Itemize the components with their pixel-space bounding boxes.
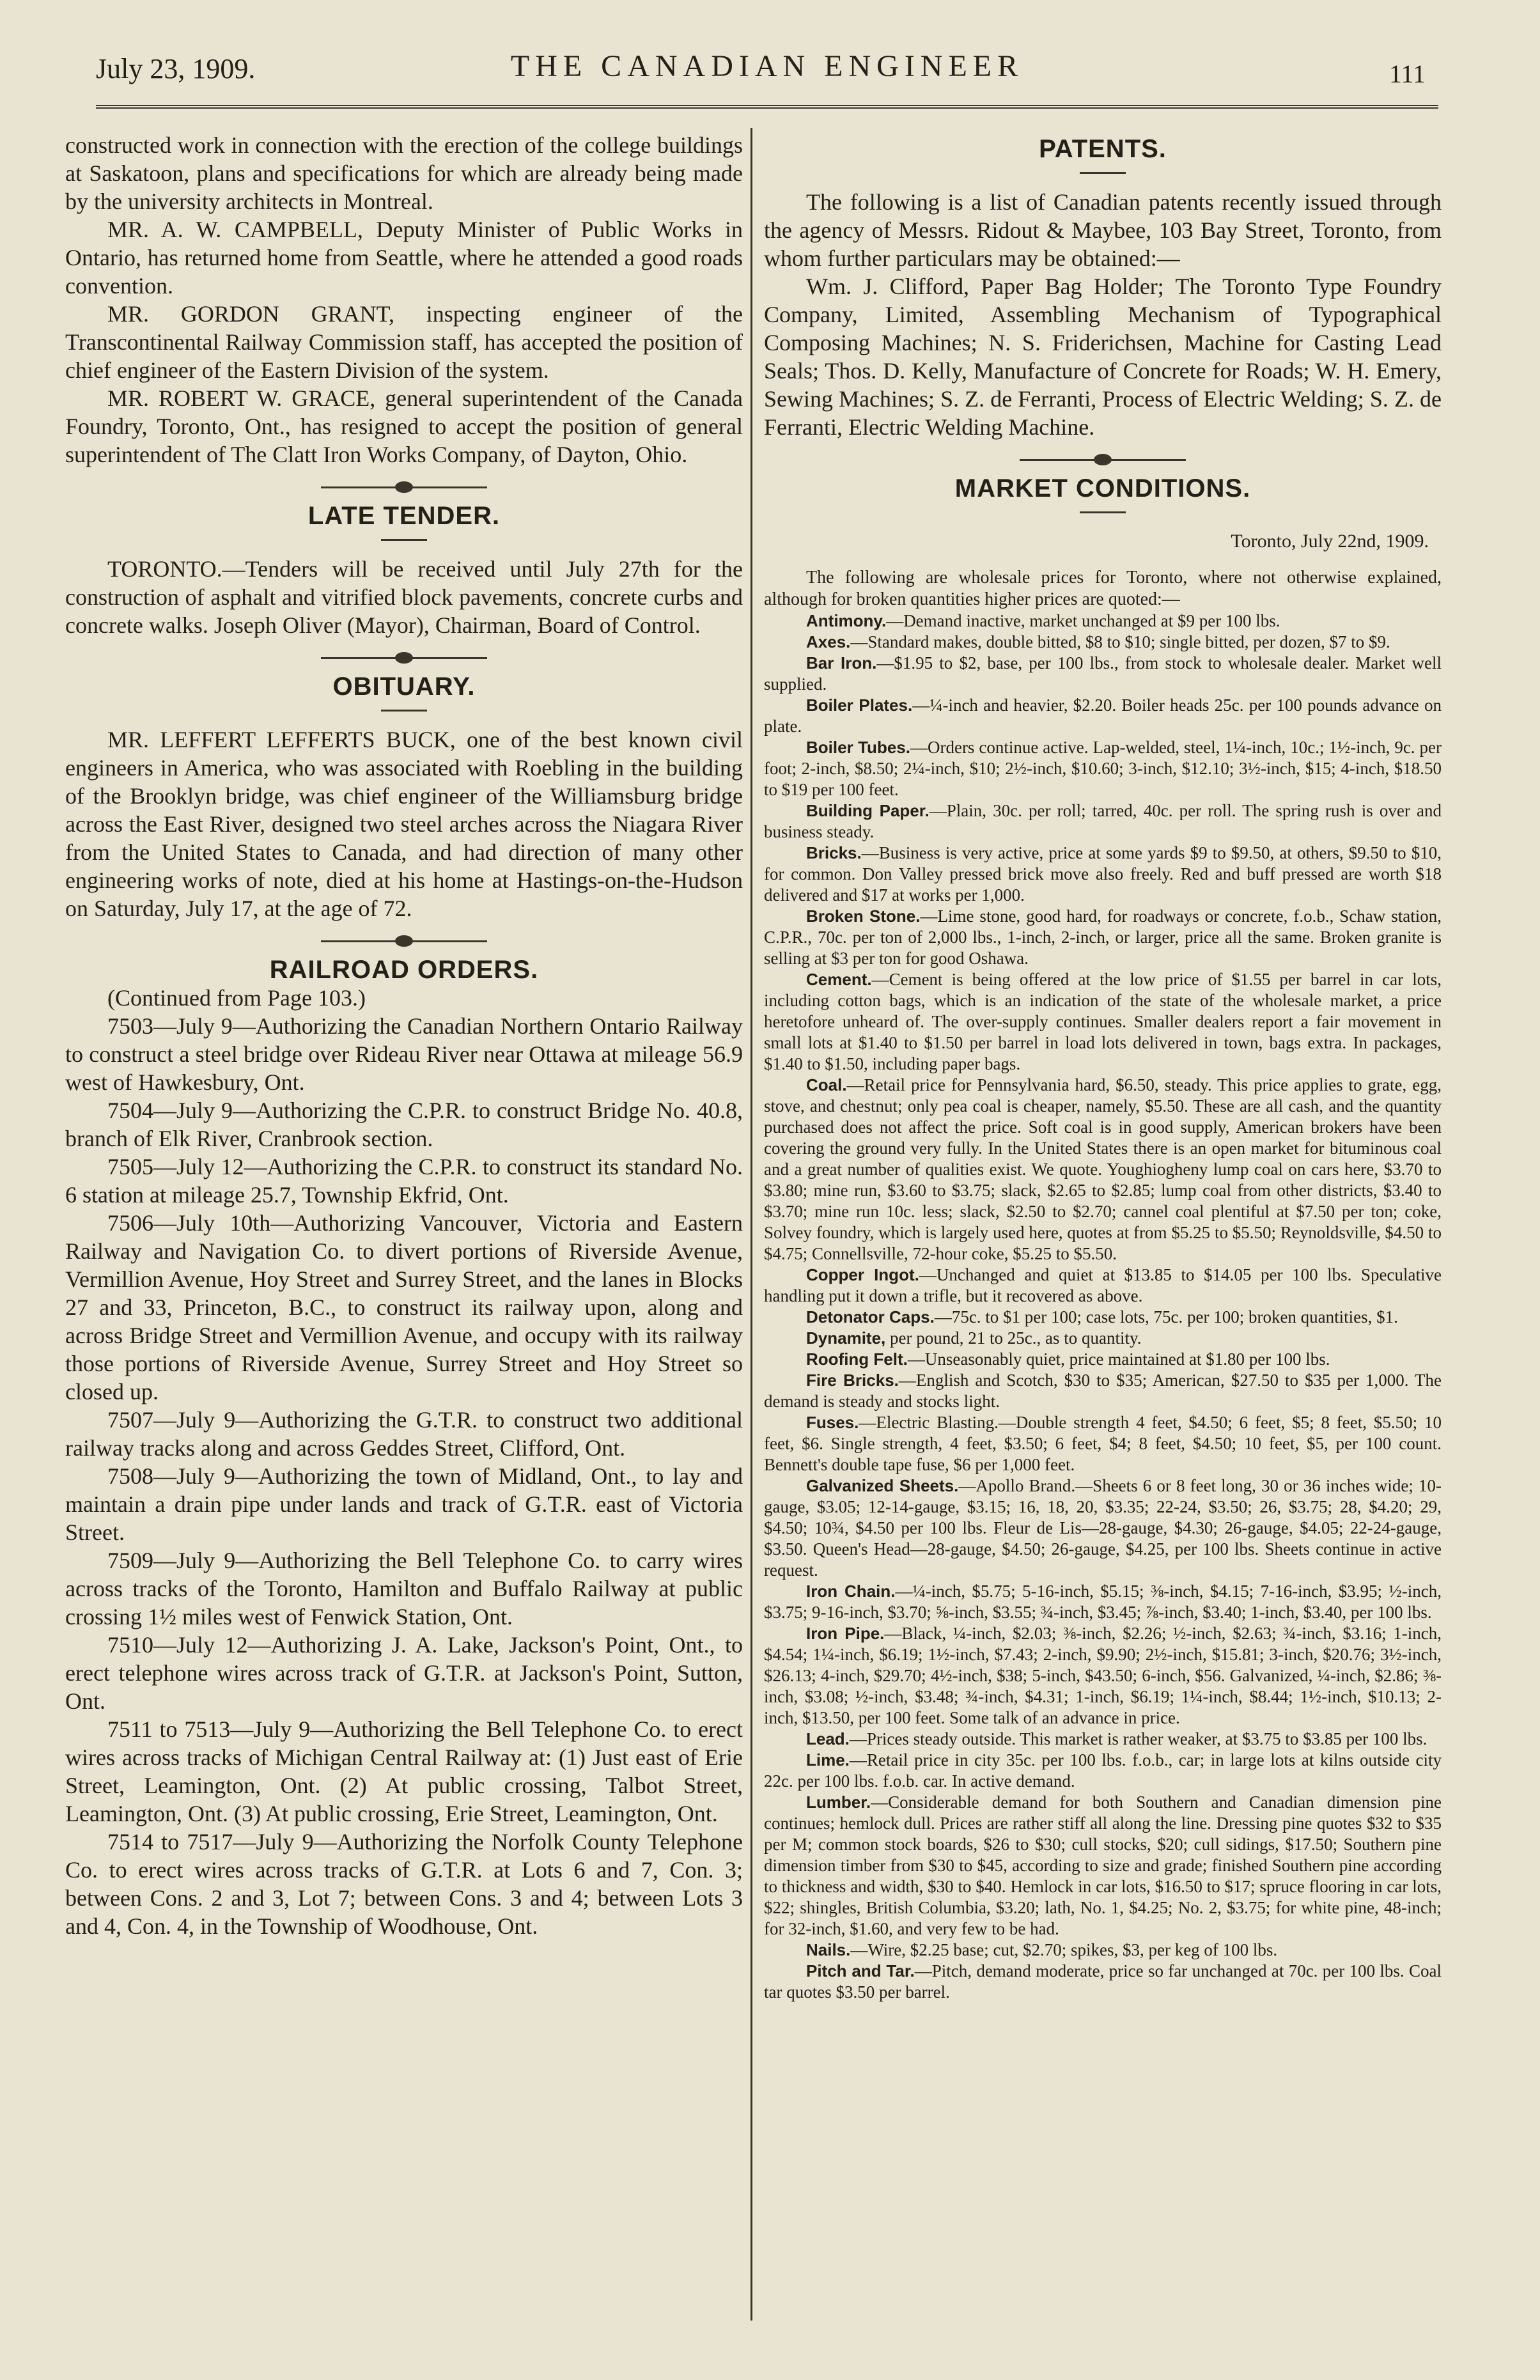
paragraph: Wm. J. Clifford, Paper Bag Holder; The Toronto Type Foundry Company, Limited, Assembling Mechanism of Typographical Composing Machines; N. S. Friderichsen, Machine for Casting Lead Seals; Thos. D. Kelly, Manufacture of Concrete for Roads; W. H. Emery, Sewing Machines; S. Z. de Ferranti, Process of Electric Welding; S. Z. de Ferranti, Electric Welding Machine.: [764, 274, 1442, 440]
market-item: [764, 1792, 1442, 1940]
market-item: [764, 611, 1442, 632]
market-item: [764, 1307, 1442, 1328]
market-item-name: Nails.: [806, 1940, 851, 1959]
market-item-text: —Standard makes, double bitted, $8 to $10; single bitted, per dozen, $7 to $9.: [850, 632, 1390, 651]
market-item: [764, 1349, 1442, 1370]
market-item-text: —¼-inch and heavier, $2.20. Boiler heads 25c. per 100 pounds advance on plate.: [764, 696, 1442, 736]
market-item-name: Lime.: [806, 1750, 850, 1769]
order-paragraph: 7503—July 9—Authorizing the Canadian Northern Ontario Railway to construct a steel bridge over Rideau River near Ottawa at mileage 56.9 west of Hawkesbury, Ont.: [65, 1013, 743, 1095]
heading-rule: [381, 710, 427, 712]
market-item-text: —Electric Blasting.—Double strength 4 feet, $4.50; 6 feet, $5; 8 feet, $5.50; 10 feet, $6. Single strength, 4 feet, $3.50; 6 feet, $4; 8 feet, $4.50; 10 feet, $5, per 100 count. Bennett's double tape fuse, $6 per 1,000 feet.: [764, 1413, 1442, 1474]
market-item: [764, 695, 1442, 737]
market-item: [764, 632, 1442, 653]
market-item: [764, 653, 1442, 695]
paragraph: TORONTO.—Tenders will be received until July 27th for the construction of asphalt and vitrified block pavements, concrete curbs and concrete walks. Joseph Oliver (Mayor), Chairman, Board of Control.: [65, 556, 743, 638]
order-paragraph: 7511 to 7513—July 9—Authorizing the Bell Telephone Co. to erect wires across tracks of Michigan Central Railway at: (1) Just east of Erie Street, Leamington, Ont. (2) At public crossing, Talbot Street, Leamington, Ont. (3) At public crossing, Erie Street, Leamington, Ont.: [65, 1716, 743, 1826]
section-heading: RAILROAD ORDERS.: [269, 956, 539, 984]
market-item-name: Lumber.: [806, 1793, 871, 1812]
market-item-text: per pound, 21 to 25c., as to quantity.: [885, 1328, 1142, 1348]
market-item-name: Lead.: [806, 1729, 850, 1748]
order-paragraph: 7508—July 9—Authorizing the town of Midland, Ont., to lay and maintain a drain pipe under lands and track of G.T.R. east of Victoria Street.: [65, 1463, 743, 1545]
market-item-text: —Cement is being offered at the low price of $1.55 per barrel in car lots, including cotton bags, which is an indication of the state of the wholesale market, a price heretofore unheard of. The over-supply continues. Smaller dealers report a fair movement in small lots at $1.40 to $1.50 per barrel in load lots delivered in town, bags extra. In packages, $1.40 to $1.50, including paper bags.: [764, 970, 1442, 1073]
market-item: [764, 1623, 1442, 1729]
section-heading: OBITUARY.: [332, 673, 476, 701]
market-list: [764, 611, 1442, 2003]
market-item-text: —$1.95 to $2, base, per 100 lbs., from stock to wholesale dealer. Market well supplied.: [764, 653, 1442, 694]
market-item-text: —Business is very active, price at some yards $9 to $9.50, at others, $9.50 to $10, for common. Don Valley pressed brick move also freely. Red and buff pressed are worth $18 delivered and $17 at works per 1,000.: [764, 843, 1442, 905]
market-item-text: —Unseasonably quiet, price maintained at $1.80 per 100 lbs.: [907, 1349, 1330, 1369]
market-item: [764, 800, 1442, 843]
market-item-name: Detonator Caps.: [806, 1307, 935, 1326]
publication-title: THE CANADIAN ENGINEER: [510, 49, 1024, 83]
market-intro: The following are wholesale prices for Toronto, where not otherwise explained, although for broken quantities higher prices are quoted:—: [764, 568, 1442, 609]
section-heading: MARKET CONDITIONS.: [954, 474, 1251, 502]
market-item-name: Coal.: [806, 1075, 847, 1094]
paragraph: The following is a list of Canadian patents recently issued through the agency of Messrs. Ridout & Maybee, 103 Bay Street, Toronto, from whom further particulars may be obtained:—: [764, 189, 1442, 271]
section-heading: PATENTS.: [1039, 135, 1167, 163]
market-item: [764, 1581, 1442, 1623]
paragraph: MR. ROBERT W. GRACE, general superintendent of the Canada Foundry, Toronto, Ont., has resigned to accept the position of general superintendent of The Clatt Iron Works Company, of Dayton, Ohio.: [65, 385, 743, 467]
market-item-name: Roofing Felt.: [806, 1349, 908, 1369]
market-item-text: —Unchanged and quiet at $13.85 to $14.05 per 100 lbs. Speculative handling put it down a trifle, but it recovered as above.: [764, 1265, 1442, 1305]
ornament-divider: [321, 480, 487, 495]
market-item-name: Antimony.: [806, 611, 887, 630]
market-item-name: Bar Iron.: [806, 653, 877, 673]
order-paragraph: 7514 to 7517—July 9—Authorizing the Norfolk County Telephone Co. to erect wires across tracks of G.T.R. at Lots 6 and 7, Con. 3; between Cons. 2 and 3, Lot 7; between Cons. 3 and 4; between Lots 3 and 4, Con. 4, in the Township of Woodhouse, Ont.: [65, 1829, 743, 1939]
paragraph: MR. GORDON GRANT, inspecting engineer of the Transcontinental Railway Commission staff, has accepted the position of chief engineer of the Eastern Division of the system.: [65, 301, 743, 383]
column-divider: [751, 128, 752, 2321]
ornament-divider: [321, 934, 487, 949]
market-item-name: Boiler Tubes.: [806, 738, 910, 757]
market-item-name: Cement.: [806, 970, 872, 989]
market-item-name: Broken Stone.: [806, 906, 921, 926]
market-item-name: Fire Bricks.: [806, 1371, 899, 1390]
market-item-text: —75c. to $1 per 100; case lots, 75c. per 100; broken quantities, $1.: [934, 1307, 1398, 1326]
ornament-divider: [321, 651, 487, 666]
market-item-text: —¼-inch, $5.75; 5-16-inch, $5.15; ⅜-inch, $4.15; 7-16-inch, $3.95; ½-inch, $3.75; 9-16-inch, $3.70; ⅝-inch, $3.55; ¾-inch, $3.45; ⅞-inch, $3.40; 1-inch, $3.40, per 100 lbs.: [764, 1582, 1442, 1622]
paragraph: MR. LEFFERT LEFFERTS BUCK, one of the best known civil engineers in America, who was associated with Roebling in the building of the Brooklyn bridge, was chief engineer of the Williamsburg bridge across the East River, designed two steel arches across the Niagara River from the United States to Canada, and had direction of many other engineering works of note, died at his home at Hastings-on-the-Hudson on Saturday, July 17, at the age of 72.: [65, 727, 743, 921]
market-item-text: —Demand inactive, market unchanged at $9 per 100 lbs.: [886, 611, 1280, 630]
page-header: [96, 46, 1438, 109]
market-item: [764, 1370, 1442, 1412]
market-item: [764, 1750, 1442, 1792]
market-item-name: Dynamite,: [806, 1328, 886, 1348]
market-item-name: Iron Pipe.: [806, 1624, 885, 1643]
market-item: [764, 1729, 1442, 1750]
market-item: [764, 906, 1442, 969]
market-item-text: —Retail price for Pennsylvania hard, $6.50, steady. This price applies to grate, egg, stove, and chestnut; only pea coal is cheaper, namely, $5.50. These are all cash, and the quantity purchased does not affect the price. Soft coal is in good supply, American brokers have been covering the ground very fully. In the United States there is an open market for bituminous coal and a great number of qualities exist. We quote. Youghiogheny lump coal on cars here, $3.70 to $3.80; mine run, $3.60 to $3.75; slack, $2.65 to $2.85; lump coal from other districts, $3.40 to $3.70; mine run 10c. less; slack, $2.50 to $2.70; cannel coal plentiful at $7.50 per ton; coke, Solvey foundry, which is largely used here, quotes at from $5.25 to $5.50; Reynoldsville, $4.50 to $4.75; Connellsville, 72-hour coke, $5.25 to $5.50.: [764, 1075, 1442, 1263]
market-item: [764, 1475, 1442, 1581]
section-subheading: (Continued from Page 103.): [107, 985, 366, 1011]
market-item-name: Bricks.: [806, 843, 862, 862]
market-item-text: —Black, ¼-inch, $2.03; ⅜-inch, $2.26; ½-inch, $2.63; ¾-inch, $3.16; 1-inch, $4.54; 1¼-inch, $6.19; 1½-inch, $7.43; 2-inch, $9.90; 2½-inch, $15.81; 3-inch, $20.76; 3½-inch, $26.13; 4-inch, $29.70; 4½-inch, $38; 5-inch, $43.50; 6-inch, $56. Galvanized, ¼-inch, $2.86; ⅜-inch, $3.08; ½-inch, $3.48; ¾-inch, $4.31; 1-inch, $6.19; 1¼-inch, $8.44; 1½-inch, $10.13; 2-inch, $13.50, per 100 feet. Some talk of an advance in price.: [764, 1624, 1442, 1727]
right-column: [764, 131, 1442, 2003]
ornament-divider: [1020, 453, 1186, 468]
market-item: [764, 1412, 1442, 1475]
section-heading: LATE TENDER.: [307, 502, 501, 530]
market-item-text: —English and Scotch, $30 to $35; American, $27.50 to $35 per 1,000. The demand is steady and stocks light.: [764, 1371, 1442, 1411]
order-paragraph: 7505—July 12—Authorizing the C.P.R. to construct its standard No. 6 station at mileage 25.7, Township Ekfrid, Ont.: [65, 1154, 743, 1208]
market-item-text: —Prices steady outside. This market is rather weaker, at $3.75 to $3.85 per 100 lbs.: [849, 1729, 1427, 1748]
dateline: Toronto, July 22nd, 1909.: [1231, 531, 1429, 552]
market-item-name: Iron Chain.: [806, 1582, 896, 1601]
heading-rule: [1080, 511, 1126, 513]
market-item-name: Building Paper.: [806, 801, 929, 820]
order-paragraph: 7506—July 10th—Authorizing Vancouver, Victoria and Eastern Railway and Navigation Co. to divert portions of Riverside Avenue, Vermillion Avenue, Hoy Street and Surrey Street, and the lanes in Blocks 27 and 33, Princeton, B.C., to construct its railway upon, along and across Bridge Street and Vermillion Avenue, and occupy with its railway those portions of Riverside Avenue, Surrey Street and Hoy Street so closed up.: [65, 1210, 743, 1404]
paragraph: constructed work in connection with the erection of the college buildings at Saskatoon, plans and specifications for which are already being made by the university architects in Montreal.: [65, 132, 743, 214]
heading-rule: [1080, 172, 1126, 174]
page-number: 111: [1388, 59, 1426, 88]
market-item-name: Fuses.: [806, 1413, 859, 1432]
market-item-text: —Pitch, demand moderate, price so far unchanged at 70c. per 100 lbs. Coal tar quotes $3.50 per barrel.: [764, 1961, 1442, 2002]
market-item-name: Copper Ingot.: [806, 1265, 919, 1284]
market-item: [764, 969, 1442, 1075]
market-item-text: —Retail price in city 35c. per 100 lbs. f.o.b., car; in large lots at kilns outside city 22c. per 100 lbs. f.o.b. car. In active demand.: [764, 1750, 1442, 1791]
market-item: [764, 1264, 1442, 1307]
market-item-name: Axes.: [806, 632, 851, 651]
market-item: [764, 1961, 1442, 2003]
market-item-text: —Wire, $2.25 base; cut, $2.70; spikes, $3, per keg of 100 lbs.: [850, 1940, 1278, 1959]
market-item-text: —Orders continue active. Lap-welded, steel, 1¼-inch, 10c.; 1½-inch, 9c. per foot; 2-inch, $8.50; 2¼-inch, $10; 2½-inch, $10.60; 3-inch, $12.10; 3½-inch, $15; 4-inch, $18.50 to $19 per 100 feet.: [764, 738, 1442, 799]
paragraph: MR. A. W. CAMPBELL, Deputy Minister of Public Works in Ontario, has returned home from Seattle, where he attended a good roads convention.: [65, 217, 743, 299]
left-column: [65, 131, 743, 1940]
order-paragraph: 7509—July 9—Authorizing the Bell Telephone Co. to carry wires across tracks of the Toronto, Hamilton and Buffalo Railway at public crossing 1½ miles west of Fenwick Station, Ont.: [65, 1548, 743, 1629]
market-item-text: —Apollo Brand.—Sheets 6 or 8 feet long, 30 or 36 inches wide; 10-gauge, $3.05; 12-14-gauge, $3.15; 16, 18, 20, $3.35; 22-24, $3.50; 26, $3.75; 28, $4.20; 29, $4.50; 10¾, $4.50 per 100 lbs. Fleur de Lis—28-gauge, $4.30; 26-gauge, $4.05; 22-24-gauge, $3.50. Queen's Head—28-gauge, $4.50; 26-gauge, $4.25, per 100 lbs. Sheets continue in active request.: [764, 1476, 1442, 1580]
market-item-text: —Lime stone, good hard, for roadways or concrete, f.o.b., Schaw station, C.P.R., 70c. per ton of 2,000 lbs., 1-inch, 2-inch, or larger, price all the same. Broken granite is selling at $3 per ton for good Oshawa.: [764, 906, 1442, 968]
market-item-text: —Plain, 30c. per roll; tarred, 40c. per roll. The spring rush is over and business steady.: [764, 801, 1442, 841]
order-paragraph: 7507—July 9—Authorizing the G.T.R. to construct two additional railway tracks along and across Geddes Street, Clifford, Ont.: [65, 1407, 743, 1461]
order-paragraph: 7510—July 12—Authorizing J. A. Lake, Jackson's Point, Ont., to erect telephone wires across track of G.T.R. at Jackson's Point, Sutton, Ont.: [65, 1632, 743, 1714]
issue-date: July 23, 1909.: [96, 53, 256, 84]
market-item: [764, 1940, 1442, 1961]
market-item: [764, 843, 1442, 906]
market-item-name: Boiler Plates.: [806, 696, 913, 715]
market-item-text: —Considerable demand for both Southern and Canadian dimension pine continues; hemlock dull. Prices are rather stiff all along the line. Dressing pine quotes $32 to $35 per M; common stock boards, $26 to $30; cull stocks, $20; cull sidings, $17.50; Southern pine dimension timber from $30 to $45, according to size and grade; finished Southern pine according to thickness and width, $30 to $40. Hemlock in car lots, $16.50 to $17; spruce flooring in car lots, $22; shingles, British Columbia, $3.20; lath, No. 1, $4.25; No. 2, $3.75; for white pine, 48-inch; for 32-inch, $1.60, and very few to be had.: [764, 1793, 1442, 1938]
market-item: [764, 1328, 1442, 1349]
market-item-name: Galvanized Sheets.: [806, 1476, 959, 1495]
heading-rule: [381, 539, 427, 541]
market-item: [764, 737, 1442, 800]
order-paragraph: 7504—July 9—Authorizing the C.P.R. to construct Bridge No. 40.8, branch of Elk River, Cranbrook section.: [65, 1098, 743, 1151]
market-item: [764, 1075, 1442, 1264]
market-item-name: Pitch and Tar.: [806, 1961, 915, 1980]
